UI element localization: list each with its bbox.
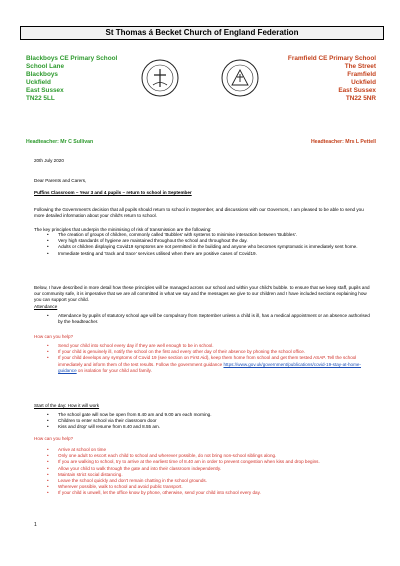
- letter-date: 20th July 2020: [34, 158, 64, 163]
- address-line: TN22 5LL: [26, 95, 55, 103]
- start-of-day-list: [34, 412, 374, 431]
- blackboys-headteacher: Headteacher: Mr C Sullivan: [26, 139, 94, 145]
- framfield-address: [288, 55, 376, 104]
- list-item: • Attendance by pupils of statutory school age will be compulsory from September unless a child is ill, has a medical appointment or an absence authorised by the headteacher.: [34, 313, 374, 325]
- letter-subject: Puffins Classroom – Year 3 and 4 pupils – return to school in September: [34, 190, 192, 195]
- help-list-attendance: [34, 343, 374, 374]
- list-item: • Only one adult to escort each child to school and wherever possible, do not bring non-school siblings along.: [34, 453, 374, 459]
- start-of-day-heading: Start of the day: How it will work: [34, 403, 100, 408]
- list-item: [34, 355, 374, 374]
- list-item: • Maintain strict social distancing.: [34, 472, 374, 478]
- blackboys-address: [26, 55, 117, 104]
- list-item: • Adults or children displaying Covid19 symptoms are not permitted in the building and anyone who becomes symptomatic is immediately sent home.: [34, 244, 374, 250]
- address-line: Uckfield: [26, 79, 51, 87]
- list-item: • If you are walking to school, try to arrive at the earliest time of 8.40 am in order to prevent congestion when kiss and drop begins.: [34, 459, 374, 465]
- address-line: TN22 5NR: [345, 95, 376, 103]
- guidance-link[interactable]: https://www.gov.uk/government/publications/covid-19-stay-at-home-guidance: [58, 361, 362, 373]
- letter-greeting: Dear Parents and Carers,: [34, 178, 87, 183]
- address-line: The Street: [344, 63, 376, 71]
- list-item: • If your child is genuinely ill, notify the school on the first and every other day of their absence by phoning the school office.: [34, 349, 374, 355]
- help-list-start: [34, 447, 374, 497]
- list-item: • Kiss and drop' will resume from 8.40 and 8.55 am.: [34, 424, 374, 430]
- blackboys-crest-logo: [140, 58, 180, 98]
- address-line: Framfield: [347, 71, 376, 79]
- intro-paragraph: Following the Government's decision that all pupils should return to school in September, and discussions with our Governors, I am pleased to be able to send you more detailed information about your child's return to school.: [34, 206, 364, 218]
- principles-list: [34, 232, 374, 257]
- help-heading-start: How can you help?: [34, 436, 74, 441]
- list-item: • The school gate will now be open from 8.40 am and 9.00 am each morning.: [34, 412, 374, 418]
- federation-banner: St Thomas á Becket Church of England Federation: [20, 26, 384, 40]
- attendance-heading: Attendance: [34, 304, 58, 309]
- list-item: • Allow your child to walk through the gate and into their classroom independently.: [34, 466, 374, 472]
- details-paragraph: Below, I have described in more detail how these principles will be managed across our school and within your child's bubble. to ensure that we keep staff, pupils and our community safe, it is imperative that we are all committed in what we say and the messages we give to our children and I have included sections explaining how you can support your child.: [34, 284, 370, 302]
- attendance-list: [34, 313, 374, 325]
- list-item-text: If your child develops any symptoms of Covid 19 (see section on First Aid), keep them home from school and get them tested ASAP. Tell the school immediately and inform them of the test results. Follow the government guidance: [58, 355, 357, 367]
- address-line: Blackboys: [26, 71, 58, 79]
- list-item: • Send your child into school every day if they are well enough to be in school.: [34, 343, 374, 349]
- framfield-crest-logo: [220, 58, 260, 98]
- address-line: Uckfield: [351, 79, 376, 87]
- address-line: School Lane: [26, 63, 64, 71]
- list-item: • Immediate testing and 'track and trace' services utilised when there are positive cases of Covid19.: [34, 251, 374, 257]
- address-line: Blackboys CE Primary School: [26, 55, 118, 62]
- list-item: • The creation of groups of children, commonly called 'Bubbles' with systems to minimise interaction between 'Bubbles'.: [34, 232, 374, 238]
- list-item-tail: on isolation for your child and family.: [76, 367, 152, 373]
- address-line: East Sussex: [338, 87, 376, 95]
- page-number: 1: [34, 522, 37, 528]
- help-heading-attendance: How can you help?: [34, 334, 74, 339]
- principles-intro: The key principles that underpin the minimising of risk of transmission are the following:: [34, 226, 212, 232]
- list-item: • Arrive at school on time: [34, 447, 374, 453]
- list-item: • Leave the school quickly and don't remain chatting in the school grounds.: [34, 478, 374, 484]
- address-line: East Sussex: [26, 87, 64, 95]
- framfield-headteacher: Headteacher: Mrs L Pettell: [310, 139, 376, 145]
- address-line: Framfield CE Primary School: [287, 55, 376, 62]
- list-item: • Children to enter school via their classroom door: [34, 418, 374, 424]
- list-item: • Very high standards of hygiene are maintained throughout the school and throughout the day.: [34, 238, 374, 244]
- list-item: • If your child is unwell, let the office know by phone, otherwise, send your child into school every day.: [34, 490, 374, 496]
- list-item: • Wherever possible, walk to school and avoid public transport.: [34, 484, 374, 490]
